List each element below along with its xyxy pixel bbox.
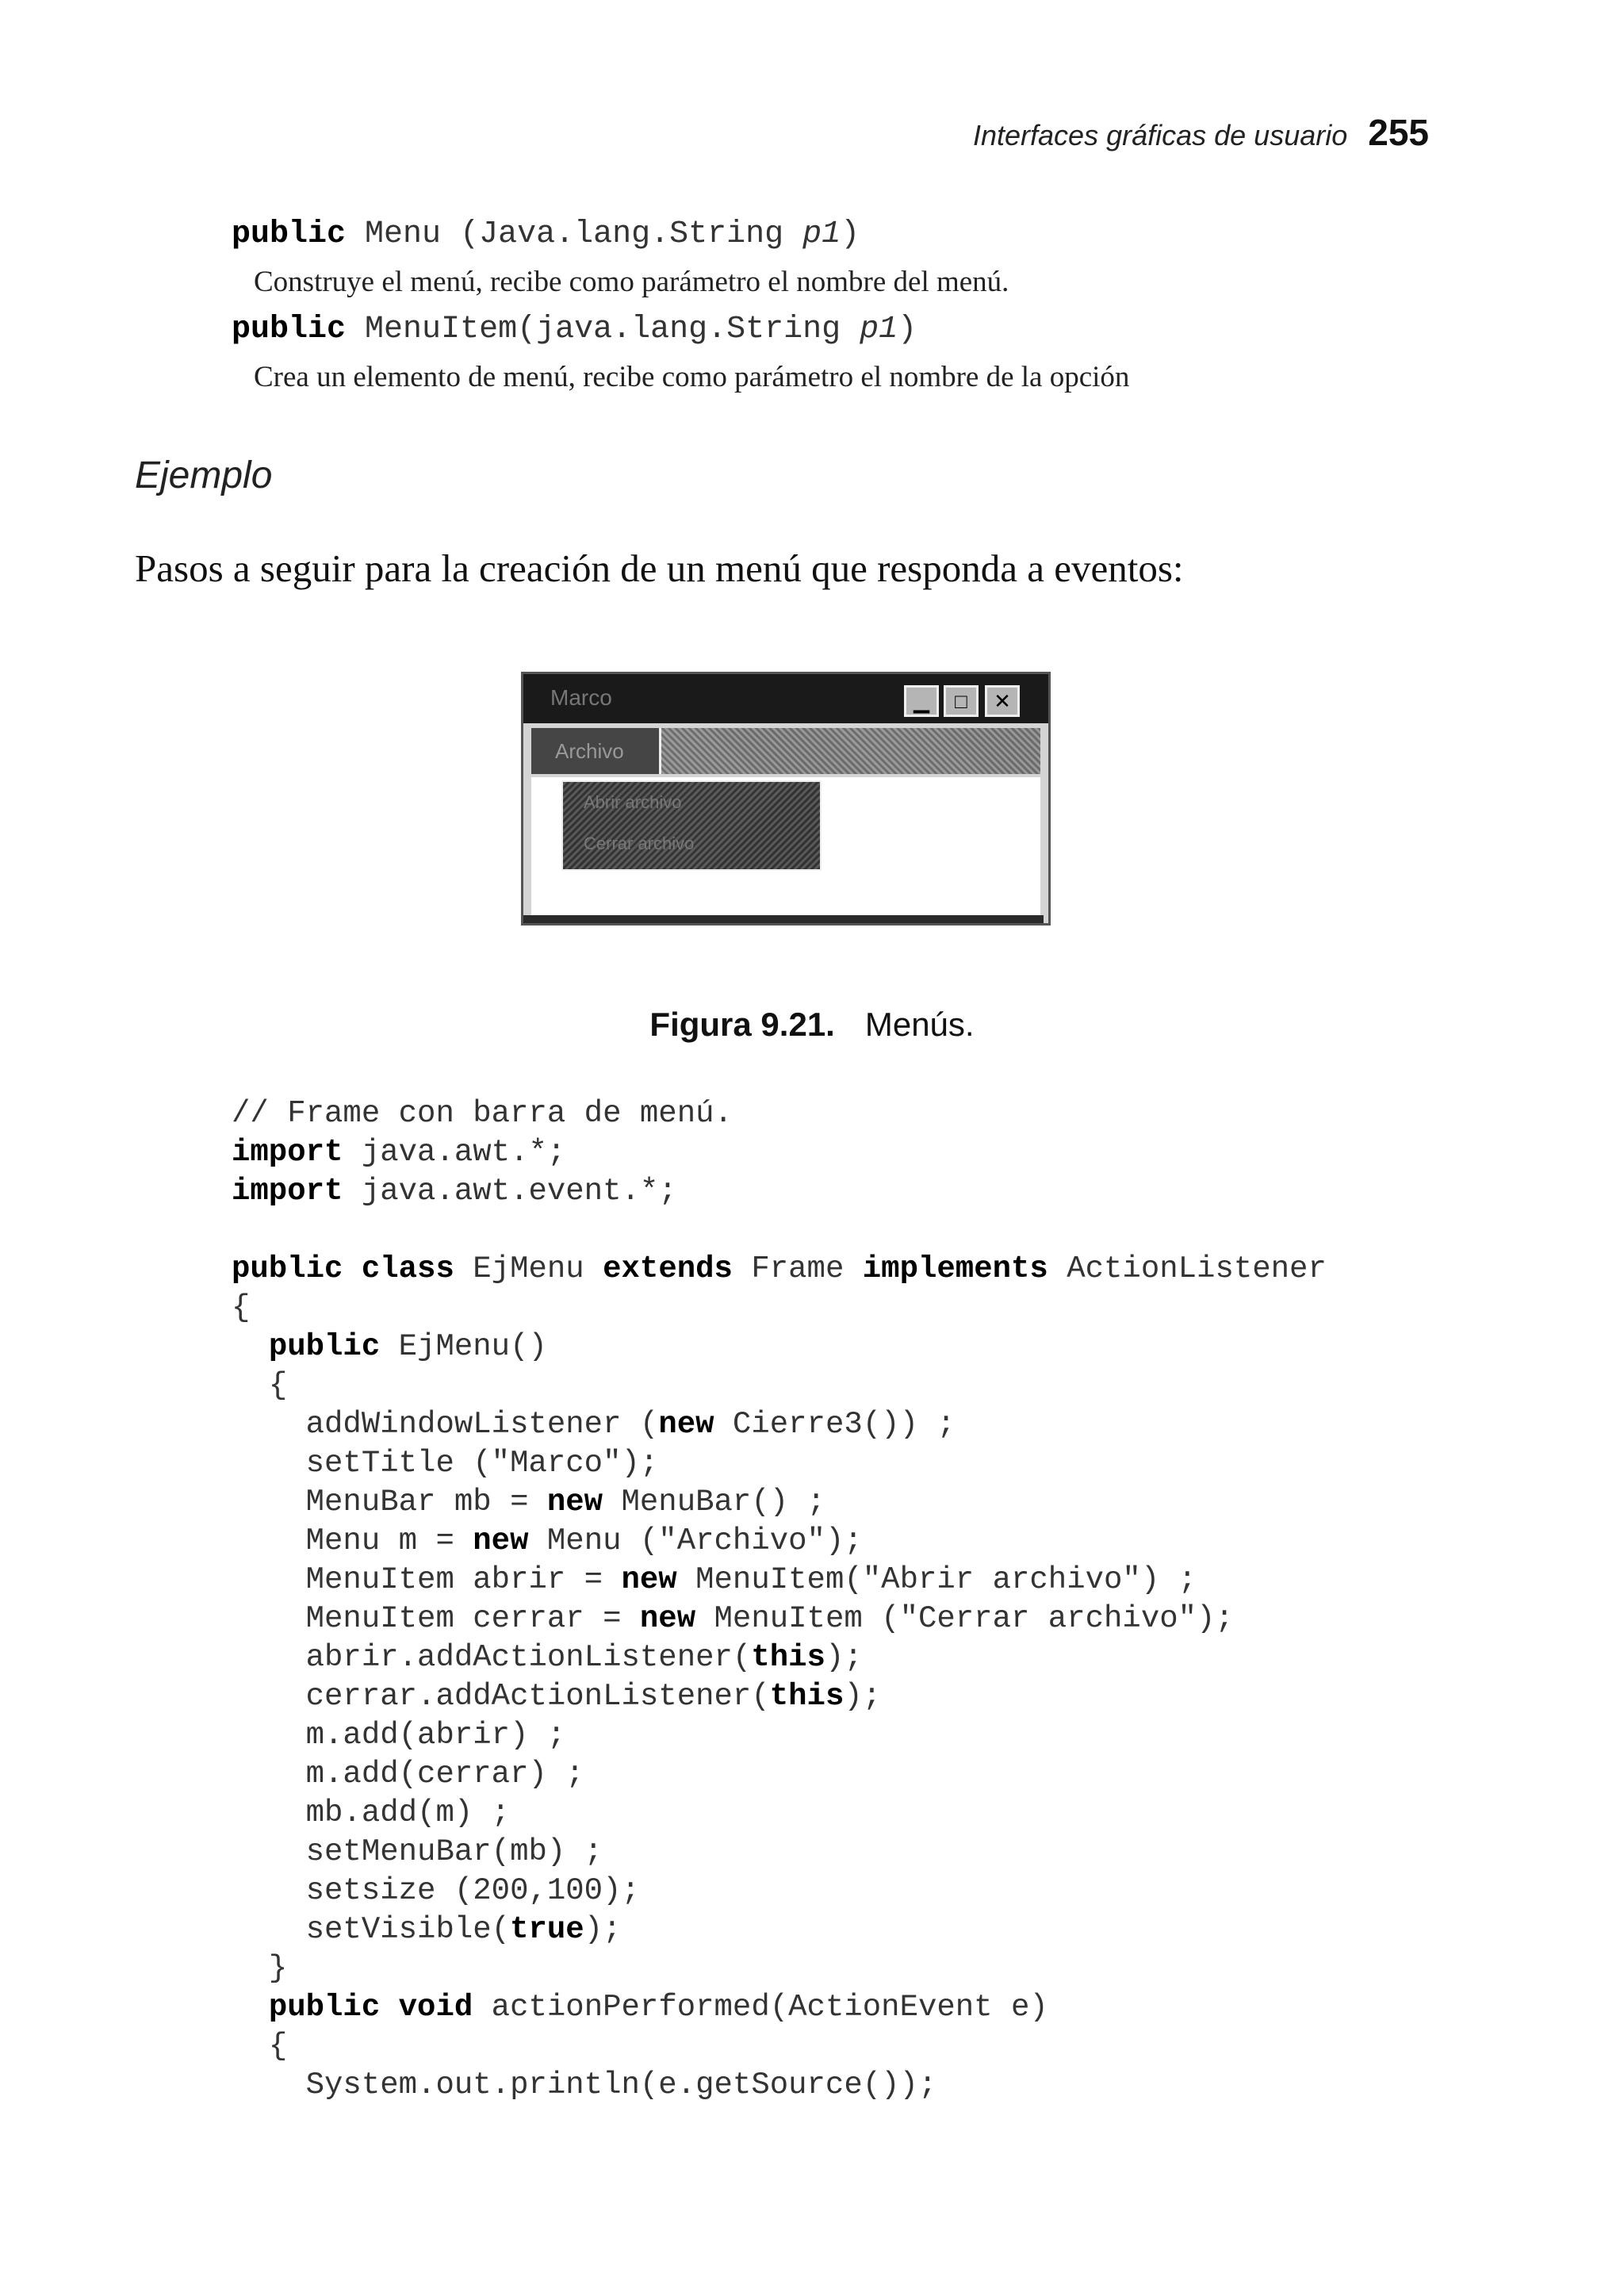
code-line: addWindowListener (new Cierre3()) ; [305,1407,956,1442]
caption-text: Menús. [864,1006,975,1043]
caption-label: Figura 9.21. [649,1006,835,1043]
code-line: abrir.addActionListener(this); [305,1640,863,1675]
minimize-button[interactable]: ▁ [904,685,939,717]
code-line: cerrar.addActionListener(this); [305,1679,882,1714]
window-bottom-edge [523,915,1044,923]
window-titlebar [523,674,1048,723]
intro-paragraph: Pasos a seguir para la creación de un menú que responda a eventos: [135,546,1184,590]
menu-item-abrir[interactable]: Abrir archivo [584,792,682,812]
code-listing [232,1094,1327,2105]
code-line: } [268,1951,288,1986]
code-line: setsize (200,100); [305,1873,640,1908]
menu-constructor-signature: public Menu (Java.lang.String p1) [232,217,860,252]
code-line: MenuItem abrir = new MenuItem("Abrir archivo") ; [305,1562,1197,1597]
code-line: public class EjMenu extends Frame implements ActionListener [232,1251,1327,1286]
code-line: Menu m = new Menu ("Archivo"); [305,1523,863,1558]
page-number: 255 [1368,112,1429,153]
code-line: m.add(cerrar) ; [305,1757,584,1792]
menu-archivo[interactable]: Archivo [531,728,661,774]
code-line: public EjMenu() [268,1329,547,1364]
window-menubar [531,728,1040,774]
section-heading: Ejemplo [135,454,273,496]
code-line: MenuItem cerrar = new MenuItem ("Cerrar archivo"); [305,1601,1234,1636]
close-button[interactable]: ✕ [985,685,1020,717]
code-line: { [232,1290,251,1325]
window-title: Marco [550,685,612,710]
running-header [973,111,1429,154]
menu-dropdown [561,780,822,871]
menu-constructor-description: Construye el menú, recibe como parámetro el nombre del menú. [254,266,1009,298]
code-line: setVisible(true); [305,1912,622,1947]
running-title: Interfaces gráficas de usuario [972,119,1348,151]
menuitem-constructor-signature: public MenuItem(java.lang.String p1) [232,312,917,347]
code-line: import java.awt.event.*; [232,1174,677,1209]
code-line: public void actionPerformed(ActionEvent e) [268,1990,1048,2025]
code-line: setMenuBar(mb) ; [305,1834,603,1869]
code-line: import java.awt.*; [232,1135,566,1170]
menu-item-cerrar[interactable]: Cerrar archivo [584,834,695,853]
maximize-button[interactable]: □ [944,685,979,717]
code-line: setTitle ("Marco"); [305,1446,659,1481]
code-line: System.out.println(e.getSource()); [305,2068,937,2102]
window-frame [521,672,1051,926]
code-line: m.add(abrir) ; [305,1718,566,1753]
code-line: mb.add(m) ; [305,1796,511,1830]
code-line: { [268,1368,288,1403]
code-line: // Frame con barra de menú. [232,1096,733,1131]
code-line: MenuBar mb = new MenuBar() ; [305,1485,825,1520]
figure-caption [0,1006,1624,1044]
code-line: { [268,2029,288,2064]
menuitem-constructor-description: Crea un elemento de menú, recibe como parámetro el nombre de la opción [254,361,1130,393]
figure-menu-window [518,669,1059,933]
api-reference [232,210,1500,400]
